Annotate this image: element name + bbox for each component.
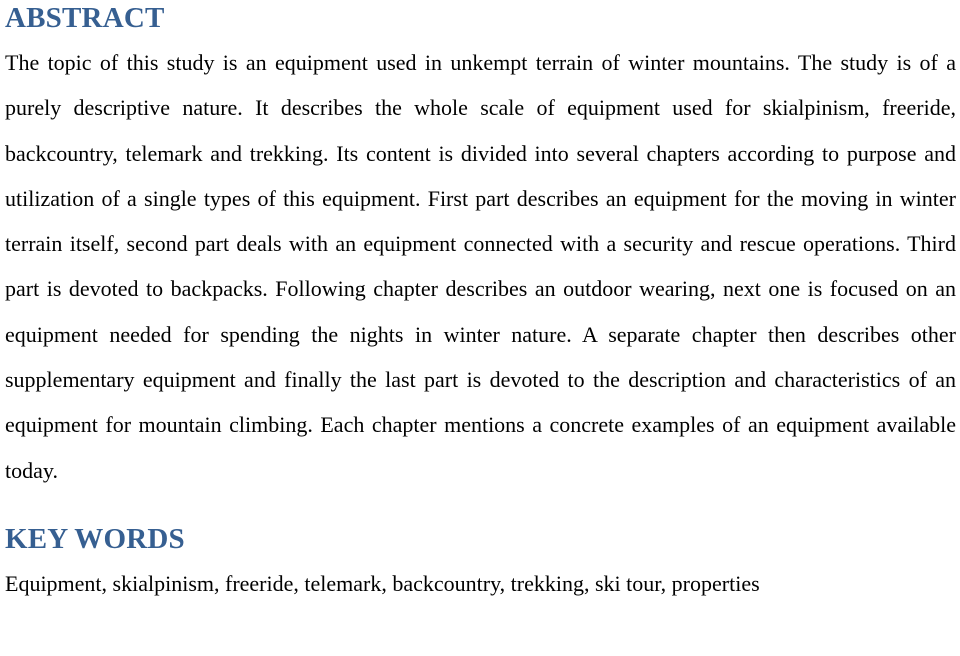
keywords-list: Equipment, skialpinism, freeride, telemark, backcountry, trekking, ski tour, properties [5, 570, 760, 596]
abstract-paragraph: The topic of this study is an equipment used in unkempt terrain of winter mountains. The study is of a purely descriptive nature. It describes the whole scale of equipment used for skialpinism, freeride, backcountry, telemark and trekking. Its content is divided into several chapters according to purpose and utilization of a single types of this equipment. First part describes an equipment for the moving in winter terrain itself, second part deals with an equipment connected with a security and rescue operations. Third part is devoted to backpacks. Following chapter describes an outdoor wearing, next one is focused on an equipment needed for spending the nights in winter nature. A separate chapter then describes other supplementary equipment and finally the last part is devoted to the description and characteristics of an equipment for mountain climbing. Each chapter mentions a concrete examples of an equipment available today. [5, 50, 956, 483]
abstract-heading: ABSTRACT [5, 2, 165, 34]
keywords-heading: KEY WORDS [5, 522, 185, 555]
